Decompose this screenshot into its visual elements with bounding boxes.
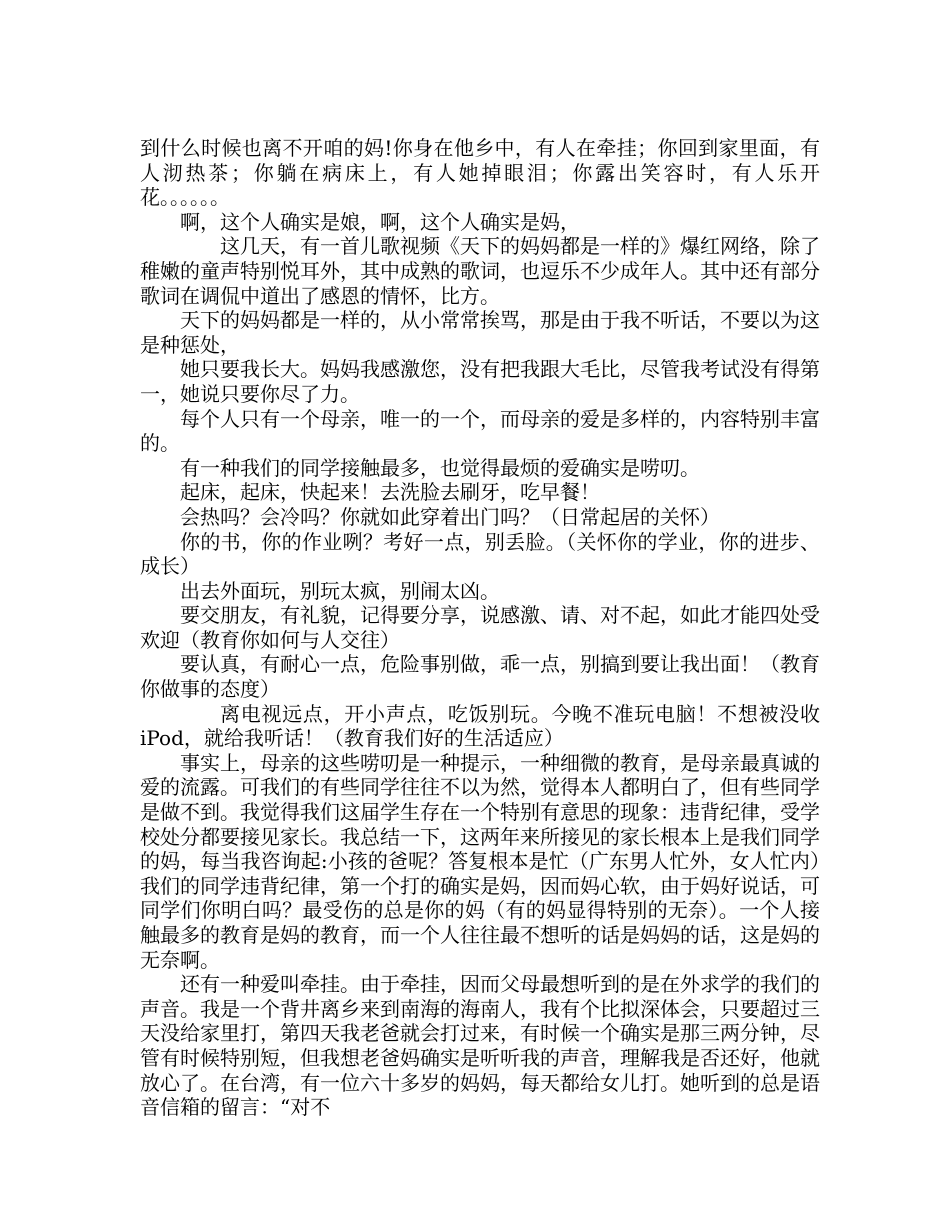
paragraph-9: 会热吗？会冷吗？你就如此穿着出门吗？（日常起居的关怀）	[180, 504, 720, 529]
document-page	[140, 136, 820, 1120]
paragraph-1: 到什么时候也离不开咱的妈!你身在他乡中，有人在牵挂；你回到家里面，有人沏热茶；你躺在病床上，有人她掉眼泪；你露出笑容时，有人乐开花。。。。。。	[140, 136, 820, 210]
paragraph-15: 事实上，母亲的这些唠叨是一种提示，一种细微的教育，是母亲最真诚的爱的流露。可我们的有些同学往往不以为然，觉得本人都明白了，但有些同学是做不到。我觉得我们这届学生存在一个特别有意思的现象：违背纪律，受学校处分都要接见家长。我总结一下，这两年来所接见的家长根本上是我们同学的妈，每当我咨询起:小孩的爸呢？答复根本是忙（广东男人忙外，女人忙内）我们的同学违背纪律，第一个打的确实是妈，因而妈心软，由于妈好说话，可同学们你明白吗？最受伤的总是你的妈（有的妈显得特别的无奈）。一个人接触最多的教育是妈的教育，而一个人往往最不想听的话是妈妈的话，这是妈的无奈啊。	[140, 750, 820, 972]
paragraph-13: 要认真，有耐心一点，危险事别做，乖一点，别搞到要让我出面！（教育你做事的态度）	[140, 652, 820, 702]
paragraph-16: 还有一种爱叫牵挂。由于牵挂，因而父母最想听到的是在外求学的我们的声音。我是一个背井离乡来到南海的海南人，我有个比拟深体会，只要超过三天没给家里打，第四天我老爸就会打过来，有时候一个确实是那三两分钟，尽管有时候特别短，但我想老爸妈确实是听听我的声音，理解我是否还好，他就放心了。在台湾，有一位六十多岁的妈妈，每天都给女儿打。她听到的总是语音信箱的留言：“对不	[140, 972, 820, 1120]
paragraph-14: 离电视远点，开小声点，吃饭别玩。今晚不准玩电脑！不想被没收 iPod，就给我听话！（教育我们好的生活适应）	[140, 701, 820, 751]
paragraph-10: 你的书，你的作业咧？考好一点，别丢脸。（关怀你的学业，你的进步、成长）	[140, 529, 820, 579]
paragraph-4: 天下的妈妈都是一样的，从小常常挨骂，那是由于我不听话，不要以为这是种惩处，	[140, 308, 820, 357]
paragraph-6: 每个人只有一个母亲，唯一的一个，而母亲的爱是多样的，内容特别丰富的。	[140, 406, 820, 456]
paragraph-3: 这几天，有一首儿歌视频《天下的妈妈都是一样的》爆红网络，除了稚嫩的童声特别悦耳外，其中成熟的歌词，也逗乐不少成年人。其中还有部分歌词在调侃中道出了感恩的情怀，比方。	[140, 234, 820, 308]
paragraph-7: 有一种我们的同学接触最多，也觉得最烦的爱确实是唠叨。	[180, 455, 700, 480]
paragraph-8: 起床，起床，快起来！去洗脸去刷牙，吃早餐！	[180, 480, 600, 505]
paragraph-12: 要交朋友，有礼貌，记得要分享，说感激、请、对不起，如此才能四处受欢迎（教育你如何与人交往）	[140, 603, 820, 652]
paragraph-2: 啊，这个人确实是娘，啊，这个人确实是妈，	[180, 209, 580, 234]
paragraph-5: 她只要我长大。妈妈我感激您，没有把我跟大毛比，尽管我考试没有得第一，她说只要你尽了力。	[140, 357, 820, 406]
paragraph-11: 出去外面玩，别玩太疯，别闹太凶。	[180, 578, 500, 603]
